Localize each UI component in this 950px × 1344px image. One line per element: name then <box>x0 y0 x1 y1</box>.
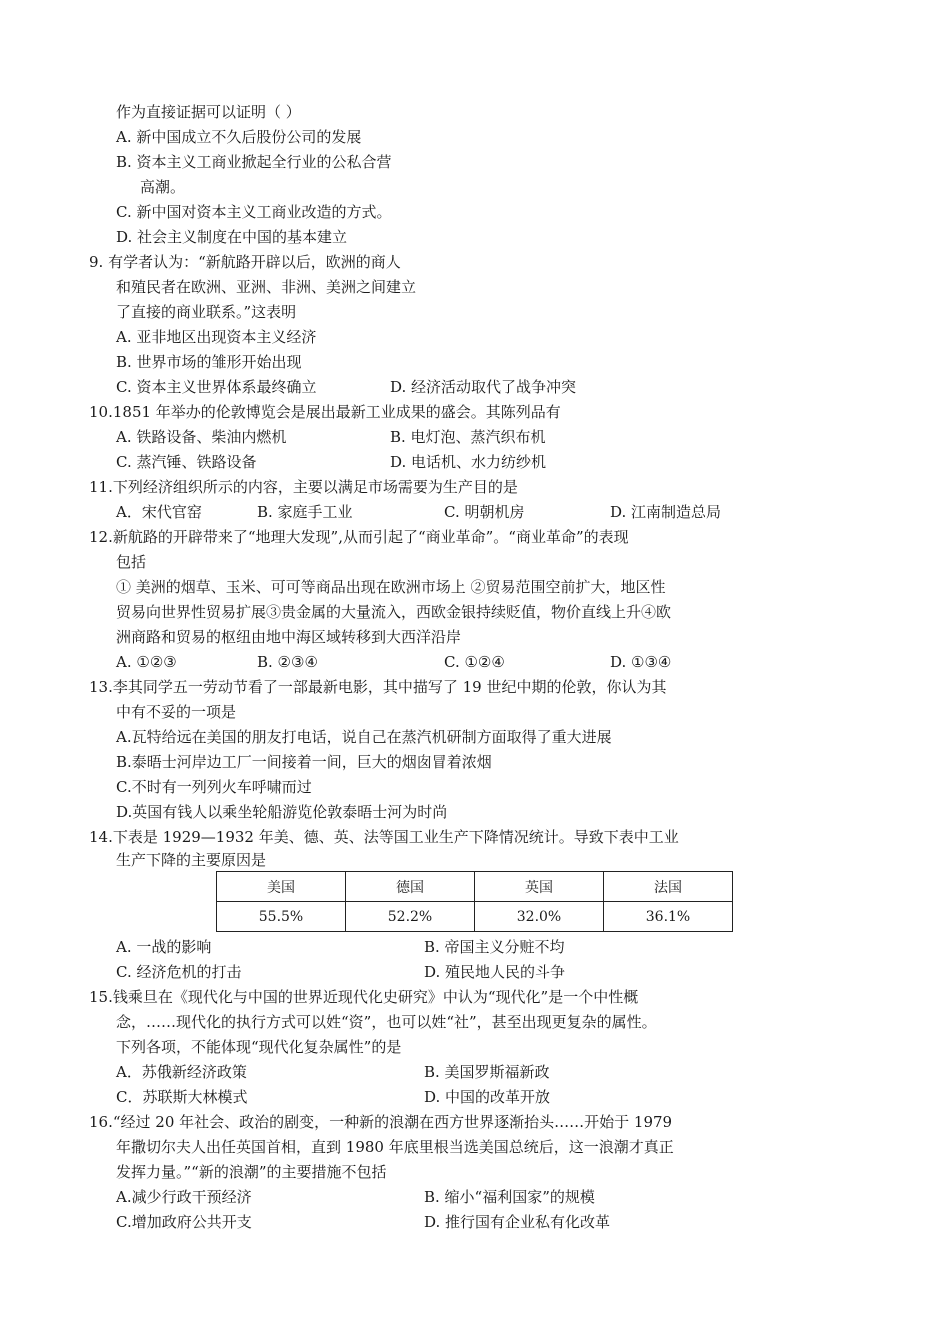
q12-stem-line3: ① 美洲的烟草、玉米、可可等商品出现在欧洲市场上 ②贸易范围空前扩大，地区性 <box>116 578 666 596</box>
q9-stem-line1: 9. 有学者认为：“新航路开辟以后，欧洲的商人 <box>89 253 401 271</box>
table-header-cell: 德国 <box>346 872 475 902</box>
q13-option-d: D.英国有钱人以乘坐轮船游览伦敦泰晤士河为时尚 <box>116 803 448 821</box>
q8-option-b: B. 资本主义工商业掀起全行业的公私合营 <box>116 153 392 171</box>
q14-option-b: B. 帝国主义分赃不均 <box>424 938 565 956</box>
q16-option-c: C.增加政府公共开支 <box>116 1213 252 1231</box>
q12-stem-line5: 洲商路和贸易的枢纽由地中海区域转移到大西洋沿岸 <box>116 628 462 646</box>
q9-option-b: B. 世界市场的雏形开始出现 <box>116 353 302 371</box>
q15-stem-line3: 下列各项，不能体现“现代化复杂属性”的是 <box>116 1038 402 1056</box>
q16-option-d: D. 推行国有企业私有化改革 <box>424 1213 611 1231</box>
q11-option-a: A．宋代官窑 <box>116 503 202 521</box>
q10-option-d: D. 电话机、水力纺纱机 <box>390 453 547 471</box>
q9-option-c: C. 资本主义世界体系最终确立 <box>116 378 317 396</box>
q14-stem-line2: 生产下降的主要原因是 <box>116 851 267 869</box>
q11-stem: 11.下列经济组织所示的内容，主要以满足市场需要为生产目的是 <box>89 478 518 496</box>
q15-stem-line2: 念，……现代化的执行方式可以姓“资”，也可以姓“社”，甚至出现更复杂的属性。 <box>116 1013 657 1031</box>
q16-option-a: A.减少行政干预经济 <box>116 1188 252 1206</box>
q14-option-c: C. 经济危机的打击 <box>116 963 242 981</box>
table-header-cell: 法国 <box>604 872 733 902</box>
q16-option-b: B. 缩小“福利国家”的规模 <box>424 1188 595 1206</box>
q12-stem-line4: 贸易向世界性贸易扩展③贵金属的大量流入，西欧金银持续贬值，物价直线上升④欧 <box>116 603 672 621</box>
table-cell: 32.0% <box>475 902 604 932</box>
q11-option-b: B. 家庭手工业 <box>257 503 353 521</box>
table-cell: 36.1% <box>604 902 733 932</box>
q9-stem-line2: 和殖民者在欧洲、亚洲、非洲、美洲之间建立 <box>116 278 417 296</box>
table-cell: 55.5% <box>217 902 346 932</box>
q12-option-d: D. ①③④ <box>610 653 672 671</box>
q13-option-b: B.泰晤士河岸边工厂一间接着一间，巨大的烟囱冒着浓烟 <box>116 753 492 771</box>
q9-stem-line3: 了直接的商业联系。”这表明 <box>116 303 297 321</box>
q13-stem-line2: 中有不妥的一项是 <box>116 703 237 721</box>
q16-stem-line1: 16.“经过 20 年社会、政治的剧变，一种新的浪潮在西方世界逐渐抬头……开始于 1979 <box>89 1113 673 1131</box>
table-header-cell: 美国 <box>217 872 346 902</box>
q15-option-c: C．苏联斯大林模式 <box>116 1088 248 1106</box>
q10-option-b: B. 电灯泡、蒸汽织布机 <box>390 428 546 446</box>
q12-stem-line2: 包括 <box>116 553 147 571</box>
q11-option-c: C. 明朝机房 <box>444 503 525 521</box>
table-header-cell: 英国 <box>475 872 604 902</box>
q13-option-a: A.瓦特给远在美国的朋友打电话，说自己在蒸汽机研制方面取得了重大进展 <box>116 728 612 746</box>
table-header-row <box>217 872 733 902</box>
q14-option-a: A. 一战的影响 <box>116 938 212 956</box>
q14-option-d: D. 殖民地人民的斗争 <box>424 963 566 981</box>
q14-stem-line1: 14.下表是 1929—1932 年美、德、英、法等国工业生产下降情况统计。导致下表中工业 <box>89 828 679 846</box>
table-row <box>217 902 733 932</box>
q15-option-b: B. 美国罗斯福新政 <box>424 1063 550 1081</box>
q10-stem: 10.1851 年举办的伦敦博览会是展出最新工业成果的盛会。其陈列品有 <box>89 403 561 421</box>
q8-option-c: C. 新中国对资本主义工商业改造的方式。 <box>116 203 392 221</box>
q15-stem-line1: 15.钱乘旦在《现代化与中国的世界近现代化史研究》中认为“现代化”是一个中性概 <box>89 988 639 1006</box>
q16-stem-line2: 年撒切尔夫人出任英国首相，直到 1980 年底里根当选美国总统后，这一浪潮才真正 <box>116 1138 674 1156</box>
q12-option-b: B. ②③④ <box>257 653 318 671</box>
q11-option-d: D. 江南制造总局 <box>610 503 722 521</box>
q13-option-c: C.不时有一列列火车呼啸而过 <box>116 778 312 796</box>
production-decline-table <box>216 871 733 932</box>
q15-option-d: D. 中国的改革开放 <box>424 1088 551 1106</box>
q12-option-c: C. ①②④ <box>444 653 505 671</box>
q12-stem-line1: 12.新航路的开辟带来了“地理大发现”,从而引起了“商业革命”。“商业革命”的表现 <box>89 528 629 546</box>
q16-stem-line3: 发挥力量。”“新的浪潮”的主要措施不包括 <box>116 1163 387 1181</box>
q10-option-a: A. 铁路设备、柴油内燃机 <box>116 428 287 446</box>
q8-option-d: D. 社会主义制度在中国的基本建立 <box>116 228 348 246</box>
q9-option-a: A. 亚非地区出现资本主义经济 <box>116 328 317 346</box>
q10-option-c: C. 蒸汽锤、铁路设备 <box>116 453 257 471</box>
q13-stem-line1: 13.李其同学五一劳动节看了一部最新电影，其中描写了 19 世纪中期的伦敦，你认为其 <box>89 678 667 696</box>
q8-option-b-cont: 高潮。 <box>140 178 186 196</box>
q8-option-a: A. 新中国成立不久后股份公司的发展 <box>116 128 362 146</box>
q8-stem-tail: 作为直接证据可以证明（ ） <box>116 103 301 121</box>
q15-option-a: A．苏俄新经济政策 <box>116 1063 247 1081</box>
q9-option-d: D. 经济活动取代了战争冲突 <box>390 378 577 396</box>
q12-option-a: A. ①②③ <box>116 653 177 671</box>
table-cell: 52.2% <box>346 902 475 932</box>
